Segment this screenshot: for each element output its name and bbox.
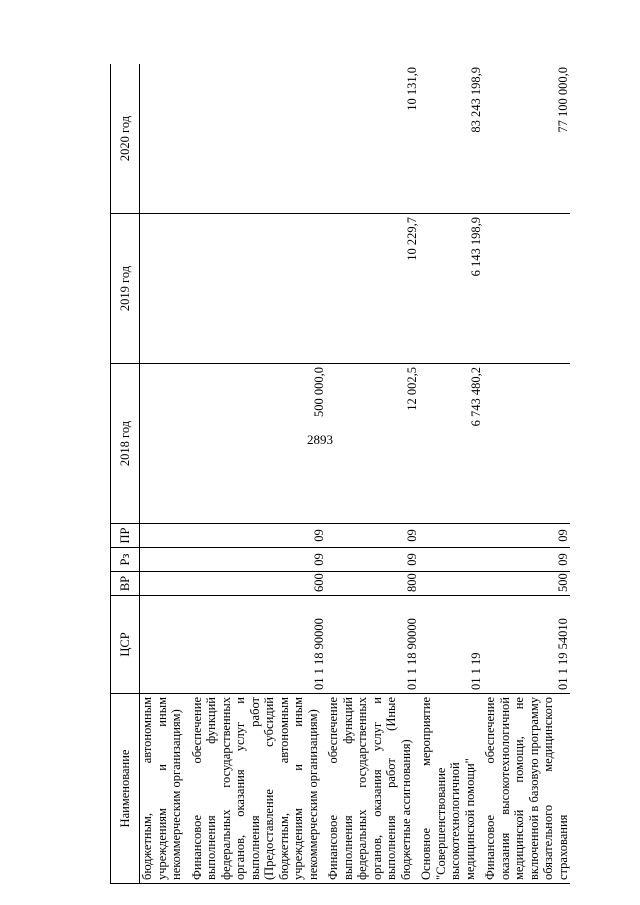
row-pr: 09 [483, 524, 570, 548]
table-row [326, 64, 419, 884]
budget-table [110, 64, 570, 884]
table-row [419, 64, 483, 884]
row-vr [140, 572, 190, 596]
header-rz: Рз [111, 548, 140, 572]
rotated-table-area [110, 64, 605, 884]
row-rz: 09 [190, 548, 327, 572]
row-name: Финансовое обеспечение оказания высокотехнологичной медицинской помощи, не включенной в базовую программу обязательного медицинского страхования [483, 694, 570, 884]
row-2019 [190, 214, 327, 364]
row-pr [419, 524, 483, 548]
rotated-table-wrapper [110, 64, 605, 884]
table-row [483, 64, 570, 884]
row-pr: 09 [190, 524, 327, 548]
table-row [140, 64, 190, 884]
row-vr: 800 [326, 572, 419, 596]
row-csr [140, 596, 190, 694]
row-name: бюджетным, автономным учреждениям и иным некоммерческим организациям) [140, 694, 190, 884]
row-vr [419, 572, 483, 596]
row-csr: 01 1 19 [419, 596, 483, 694]
row-vr: 500 [483, 572, 570, 596]
row-name: Финансовое обеспечение выполнения функций федеральных государственных органов, оказания услуг и выполнения работ (Предоставление субсидий бюджетным, автономным учреждениям и иным некоммерческим организациям) [190, 694, 327, 884]
row-pr: 09 [326, 524, 419, 548]
row-2018 [140, 364, 190, 524]
row-2018 [483, 364, 570, 524]
row-pr [140, 524, 190, 548]
row-rz [140, 548, 190, 572]
row-rz: 09 [483, 548, 570, 572]
row-2019 [483, 214, 570, 364]
row-2020 [190, 64, 327, 214]
row-name: Основное мероприятие "Совершенствование высокотехнологичной медицинской помощи" [419, 694, 483, 884]
row-2020: 77 100 000,0 [483, 64, 570, 214]
row-2019: 10 229,7 [326, 214, 419, 364]
row-vr: 600 [190, 572, 327, 596]
row-2020 [140, 64, 190, 214]
row-rz [419, 548, 483, 572]
row-rz: 09 [326, 548, 419, 572]
header-2019: 2019 год [111, 214, 140, 364]
row-2018: 12 002,5 [326, 364, 419, 524]
table-header-row [111, 64, 140, 884]
header-csr: ЦСР [111, 596, 140, 694]
header-2020: 2020 год [111, 64, 140, 214]
row-csr: 01 1 18 90000 [326, 596, 419, 694]
row-2019 [140, 214, 190, 364]
page-number: 2893 [307, 432, 333, 447]
row-csr: 01 1 18 90000 [190, 596, 327, 694]
row-name: Финансовое обеспечение выполнения функций федеральных государственных органов, оказания услуг и выполнения работ (Иные бюджетные ассигнования) [326, 694, 419, 884]
header-vr: ВР [111, 572, 140, 596]
header-name: Наименование [111, 694, 140, 884]
header-pr: ПР [111, 524, 140, 548]
header-2018: 2018 год [111, 364, 140, 524]
row-2018: 500 000,0 [190, 364, 327, 524]
row-2020: 83 243 198,9 [419, 64, 483, 214]
row-2018: 6 743 480,2 [419, 364, 483, 524]
table-row [190, 64, 327, 884]
row-2020: 10 131,0 [326, 64, 419, 214]
row-2019: 6 143 198,9 [419, 214, 483, 364]
row-csr: 01 1 19 54010 [483, 596, 570, 694]
